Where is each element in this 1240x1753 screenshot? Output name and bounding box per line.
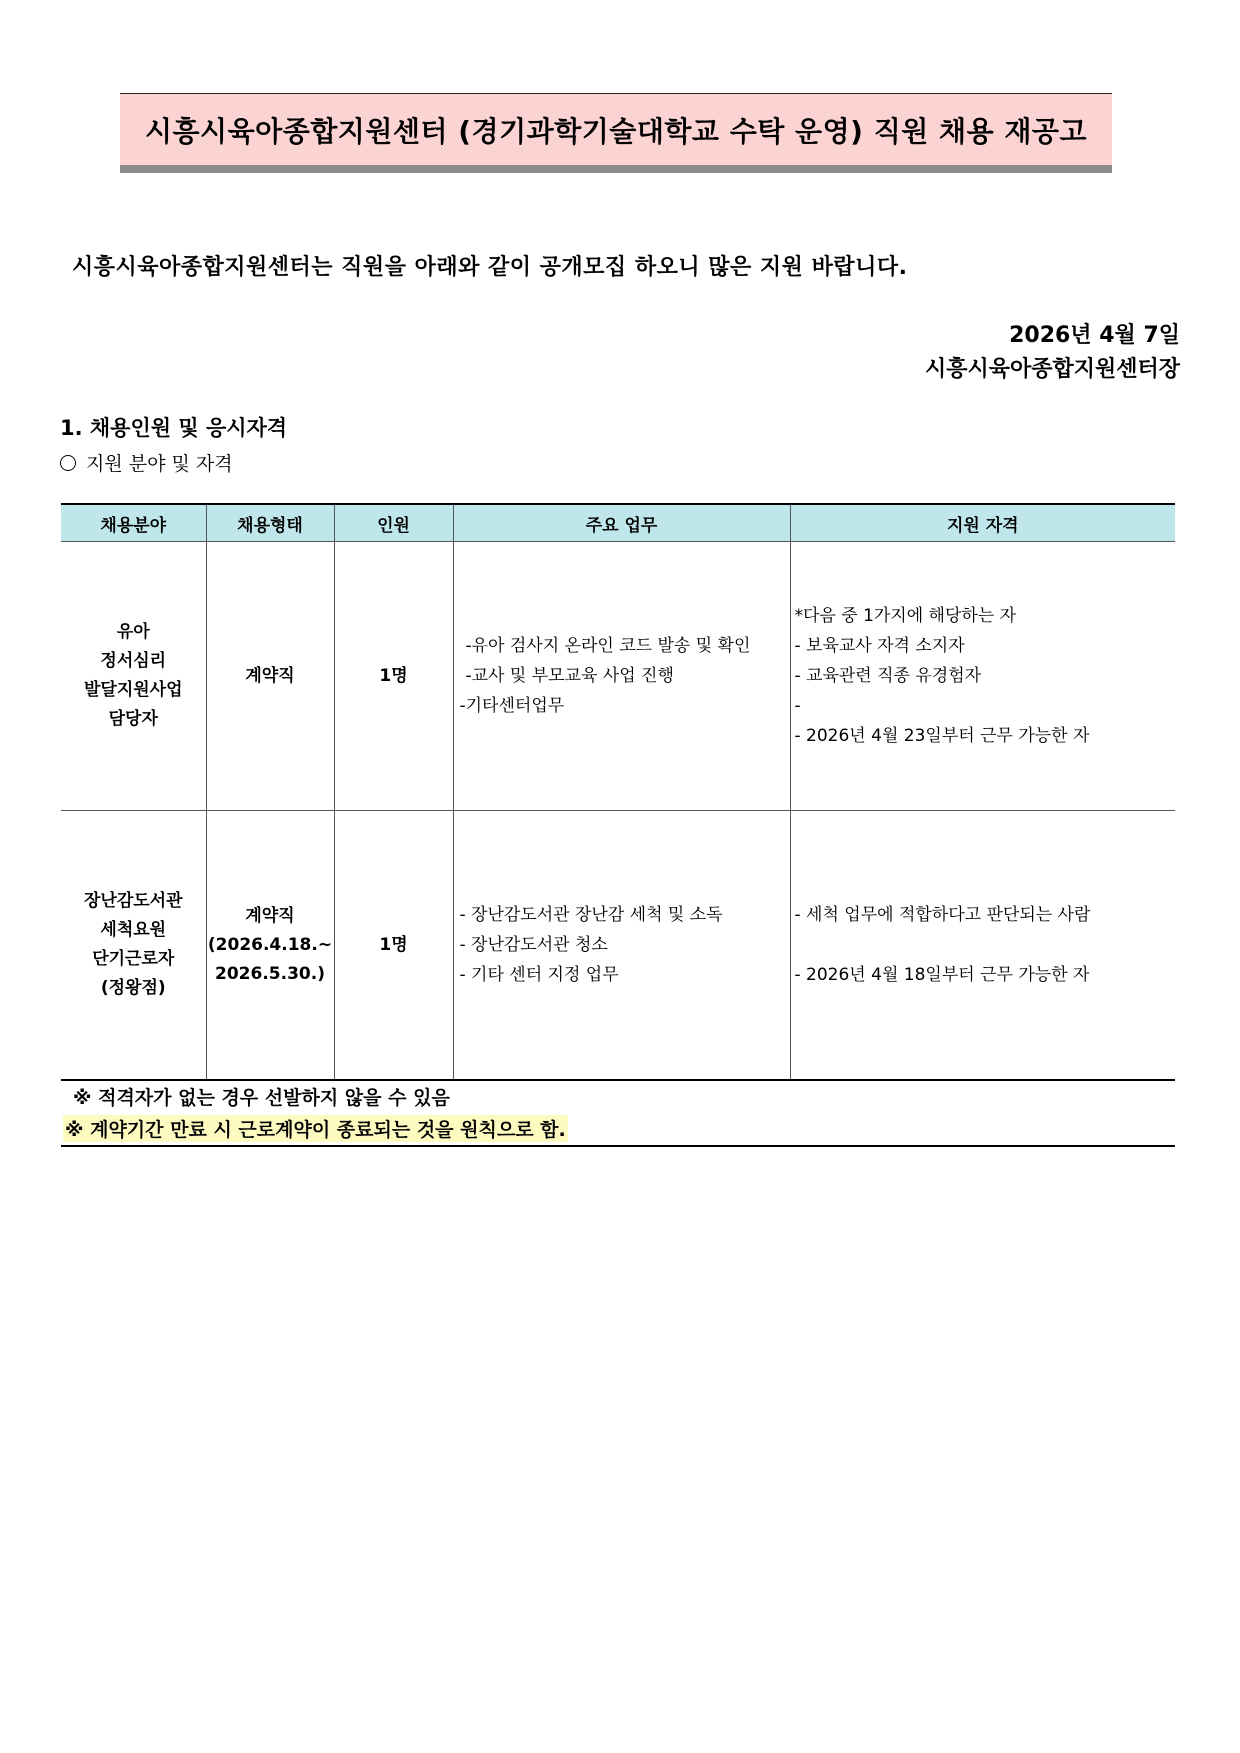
type-line: 계약직 <box>245 905 295 926</box>
note-contract-end: ※ 계약기간 만료 시 근로계약이 종료되는 것을 원칙으로 함. <box>63 1115 568 1142</box>
table-header-row <box>61 504 1175 542</box>
field-line: 발달지원사업 <box>83 680 183 700</box>
field-line: 유아 <box>116 622 150 642</box>
header-qualifications: 지원 자격 <box>790 504 1175 542</box>
qual-line: - 2026년 4월 18일부터 근무 가능한 자 <box>794 965 1090 985</box>
duty-line: - 장난감도서관 청소 <box>459 935 608 955</box>
qual-line: *다음 중 1가지에 해당하는 자 <box>794 606 1017 626</box>
header-duties: 주요 업무 <box>453 504 790 542</box>
title-banner <box>120 93 1112 173</box>
section-heading: 1. 채용인원 및 응시자격 <box>60 416 288 440</box>
field-line: 담당자 <box>108 709 158 729</box>
qual-line: - 2026년 4월 23일부터 근무 가능한 자 <box>794 726 1090 746</box>
qual-line: - 세척 업무에 적합하다고 판단되는 사람 <box>794 905 1091 925</box>
cell-count <box>334 811 453 1081</box>
section-subheading <box>60 449 233 476</box>
qual-line <box>795 930 1176 960</box>
cell-count <box>334 542 453 811</box>
cell-duties <box>453 542 790 811</box>
field-line: (정왕점) <box>100 978 166 998</box>
cell-type <box>206 542 334 811</box>
field-line: 세척요원 <box>100 920 167 940</box>
type-line: (2026.4.18.~ <box>207 934 333 955</box>
duty-line: - 장난감도서관 장난감 세척 및 소독 <box>459 905 723 925</box>
intro-text: 시흥시육아종합지원센터는 직원을 아래와 같이 공개모집 하오니 많은 지원 바랍니다. <box>72 255 908 280</box>
duty-line: - 기타 센터 지정 업무 <box>459 965 619 985</box>
header-field: 채용분야 <box>61 504 206 542</box>
subheading-text: 지원 분야 및 자격 <box>86 453 233 475</box>
count-value: 1명 <box>379 934 408 955</box>
type-line: 2026.5.30.) <box>215 963 325 984</box>
type-line: 계약직 <box>245 665 295 686</box>
qual-line: - <box>794 696 801 716</box>
notice-signer: 시흥시육아종합지원센터장 <box>924 357 1180 382</box>
cell-duties <box>453 811 790 1081</box>
recruit-table <box>61 503 1175 1081</box>
header-type: 채용형태 <box>206 504 334 542</box>
duty-line: -기타센터업무 <box>459 696 565 716</box>
duty-line: -교사 및 부모교육 사업 진행 <box>465 666 674 686</box>
notes-area <box>61 1077 1175 1147</box>
circle-bullet-icon <box>60 455 76 471</box>
cell-qualifications <box>790 811 1175 1081</box>
table-row <box>61 542 1175 811</box>
cell-field <box>61 542 206 811</box>
notice-date: 2026년 4월 7일 <box>1009 323 1180 348</box>
cell-field <box>61 811 206 1081</box>
field-line: 단기근로자 <box>92 949 175 969</box>
duty-line: -유아 검사지 온라인 코드 발송 및 확인 <box>465 636 751 656</box>
note-no-qualified: ※ 적격자가 없는 경우 선발하지 않을 수 있음 <box>73 1087 450 1109</box>
page-title: 시흥시육아종합지원센터 (경기과학기술대학교 수탁 운영) 직원 채용 재공고 <box>144 114 1088 148</box>
qual-line: - 교육관련 직종 유경험자 <box>794 666 982 686</box>
cell-type <box>206 811 334 1081</box>
table-row <box>61 811 1175 1081</box>
cell-qualifications <box>790 542 1175 811</box>
count-value: 1명 <box>379 665 408 686</box>
field-line: 정서심리 <box>100 651 167 671</box>
field-line: 장난감도서관 <box>83 891 183 911</box>
header-count: 인원 <box>334 504 453 542</box>
qual-line: - 보육교사 자격 소지자 <box>794 636 965 656</box>
